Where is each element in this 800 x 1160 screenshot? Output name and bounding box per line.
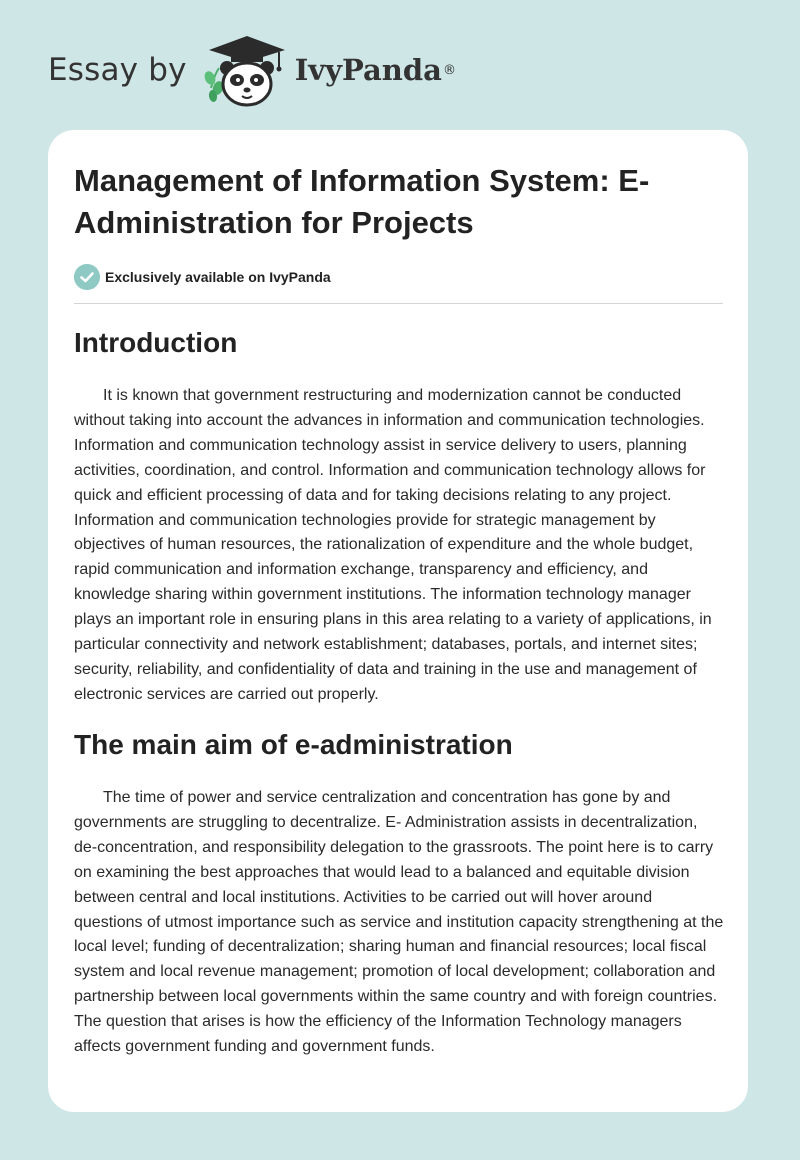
section-body-main-aim: The time of power and service centralization and concentration has gone by and governments are struggling to decentralize. E- Administration assists in decentralization, de-concentration, and responsibility delegation to the grassroots. The point here is to carry on examining the best approaches that would lead to a balanced and equitable division between central and local institutions. Activities to be carried out will hover around questions of utmost importance such as service and institution capacity strengthening at the local level; funding of decentralization; sharing human and financial resources; local fiscal system and local revenue management; promotion of local development; collaboration and partnership between local governments within the same country and with foreign countries. The question that arises is how the efficiency of the Information Technology managers affects government funding and government funds. [74,789,724,1056]
divider [74,303,723,304]
section-body-introduction: It is known that government restructuring and modernization cannot be conducted without taking into account the advances in information and communication technologies. Information and communication technology assist in service delivery to users, planning activities, coordination, and control. Information and communication technology allows for quick and efficient processing of data and for taking decisions relating to any project. Information and communication technologies provide for strategic management by objectives of human resources, the rationalization of expenditure and the whole budget, rapid communication and information exchange, transparency and efficiency, and knowledge sharing within government institutions. The information technology manager plays an important role in ensuring plans in this area relating to a variety of applications, in particular connectivity and network establishment; databases, portals, and internet sites; security, reliability, and confidentiality of data and training in the use and management of electronic services are carried out properly. [74,387,712,703]
article-card [48,130,748,1112]
section-heading-main-aim: The main aim of e-administration [74,729,513,760]
panda-graduate-icon[interactable] [201,30,293,110]
brand-header [48,30,456,110]
exclusive-badge [74,264,331,290]
brand-prefix: Essay by [48,52,187,88]
registered-mark: ® [442,62,456,78]
check-circle-icon [74,264,100,290]
exclusive-badge-label: Exclusively available on IvyPanda [105,269,331,285]
brand-name[interactable]: IvyPanda [294,53,442,87]
article-title: Management of Information System: E-Administration for Projects [74,163,650,240]
section-heading-introduction: Introduction [74,327,238,358]
